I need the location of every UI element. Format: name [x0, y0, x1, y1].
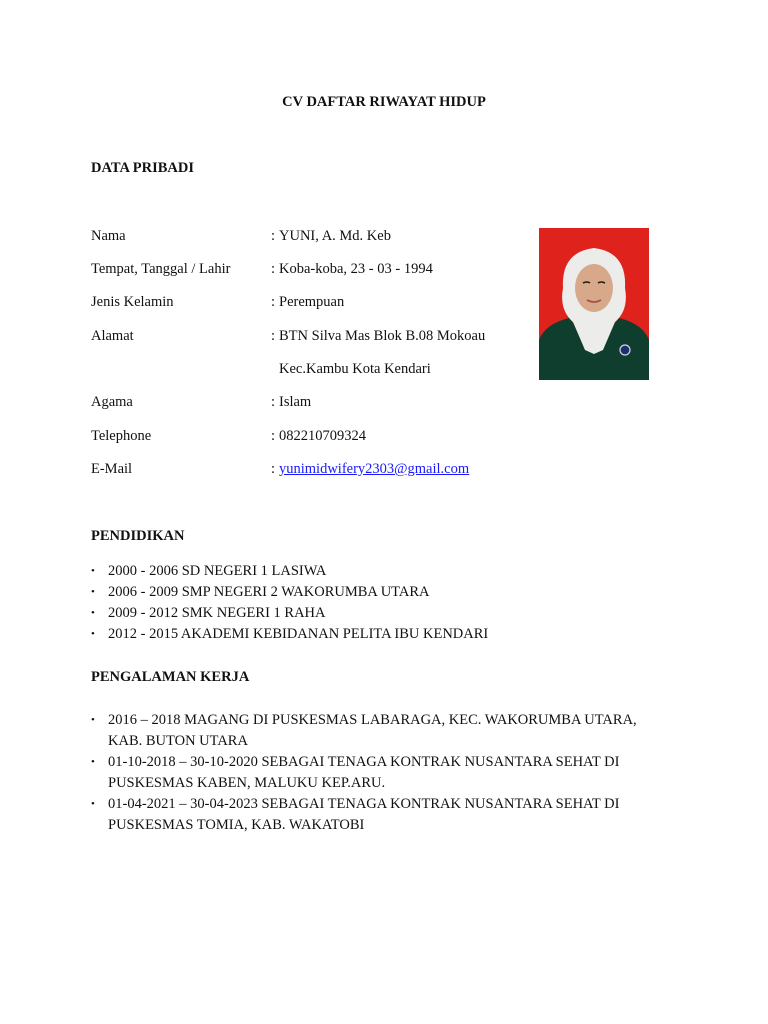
info-separator: : [271, 261, 276, 277]
info-value-address: BTN Silva Mas Blok B.08 Mokoau [279, 328, 486, 344]
info-separator: : [271, 394, 276, 410]
info-separator: : [271, 228, 276, 244]
info-value-name: YUNI, A. Md. Keb [279, 228, 391, 244]
info-separator: : [271, 294, 276, 310]
list-item [91, 624, 671, 645]
list-item [91, 710, 671, 752]
info-label: E-Mail [91, 461, 133, 477]
bullet-icon: • [91, 607, 95, 619]
experience-list [91, 710, 671, 836]
experience-item-text: 01-04-2021 – 30-04-2023 SEBAGAI TENAGA KONTRAK NUSANTARA SEHAT DI PUSKESMAS TOMIA, KAB. WAKATOBI [108, 796, 620, 833]
list-item [91, 603, 671, 624]
info-value-birth: Koba-koba, 23 - 03 - 1994 [279, 261, 433, 277]
photo-face [575, 264, 613, 312]
education-item-text: 2009 - 2012 SMK NEGERI 1 RAHA [108, 605, 326, 621]
info-label: Telephone [91, 428, 152, 444]
info-separator: : [271, 428, 276, 444]
list-item [91, 752, 671, 794]
info-separator: : [271, 461, 276, 477]
education-list [91, 561, 671, 645]
education-item-text: 2006 - 2009 SMP NEGERI 2 WAKORUMBA UTARA [108, 584, 430, 600]
experience-heading: PENGALAMAN KERJA [91, 669, 250, 685]
education-heading: PENDIDIKAN [91, 528, 185, 544]
education-item-text: 2012 - 2015 AKADEMI KEBIDANAN PELITA IBU KENDARI [108, 626, 489, 642]
info-label: Tempat, Tanggal / Lahir [91, 261, 231, 277]
experience-item-text: 01-10-2018 – 30-10-2020 SEBAGAI TENAGA KONTRAK NUSANTARA SEHAT DI PUSKESMAS KABEN, MALUKU KEP.ARU. [108, 754, 620, 791]
bullet-icon: • [91, 756, 95, 768]
experience-item-text: 2016 – 2018 MAGANG DI PUSKESMAS LABARAGA, KEC. WAKORUMBA UTARA, KAB. BUTON UTARA [108, 712, 637, 749]
badge-icon [620, 345, 630, 355]
bullet-icon: • [91, 586, 95, 598]
info-label: Jenis Kelamin [91, 294, 174, 310]
info-value-address-line2: Kec.Kambu Kota Kendari [279, 361, 431, 377]
list-item [91, 561, 671, 582]
info-separator: : [271, 328, 276, 344]
bullet-icon: • [91, 798, 95, 810]
info-label: Alamat [91, 328, 134, 344]
bullet-icon: • [91, 565, 95, 577]
bullet-icon: • [91, 714, 95, 726]
document-title: CV DAFTAR RIWAYAT HIDUP [282, 94, 486, 110]
email-link[interactable]: yunimidwifery2303@gmail.com [279, 461, 470, 477]
list-item [91, 582, 671, 603]
education-item-text: 2000 - 2006 SD NEGERI 1 LASIWA [108, 563, 327, 579]
info-value-phone: 082210709324 [279, 428, 366, 444]
personal-data-heading: DATA PRIBADI [91, 160, 194, 176]
profile-photo [539, 228, 649, 380]
info-value-gender: Perempuan [279, 294, 345, 310]
info-value-religion: Islam [279, 394, 312, 410]
info-label: Agama [91, 394, 133, 410]
list-item [91, 794, 671, 836]
bullet-icon: • [91, 628, 95, 640]
info-label: Nama [91, 228, 126, 244]
